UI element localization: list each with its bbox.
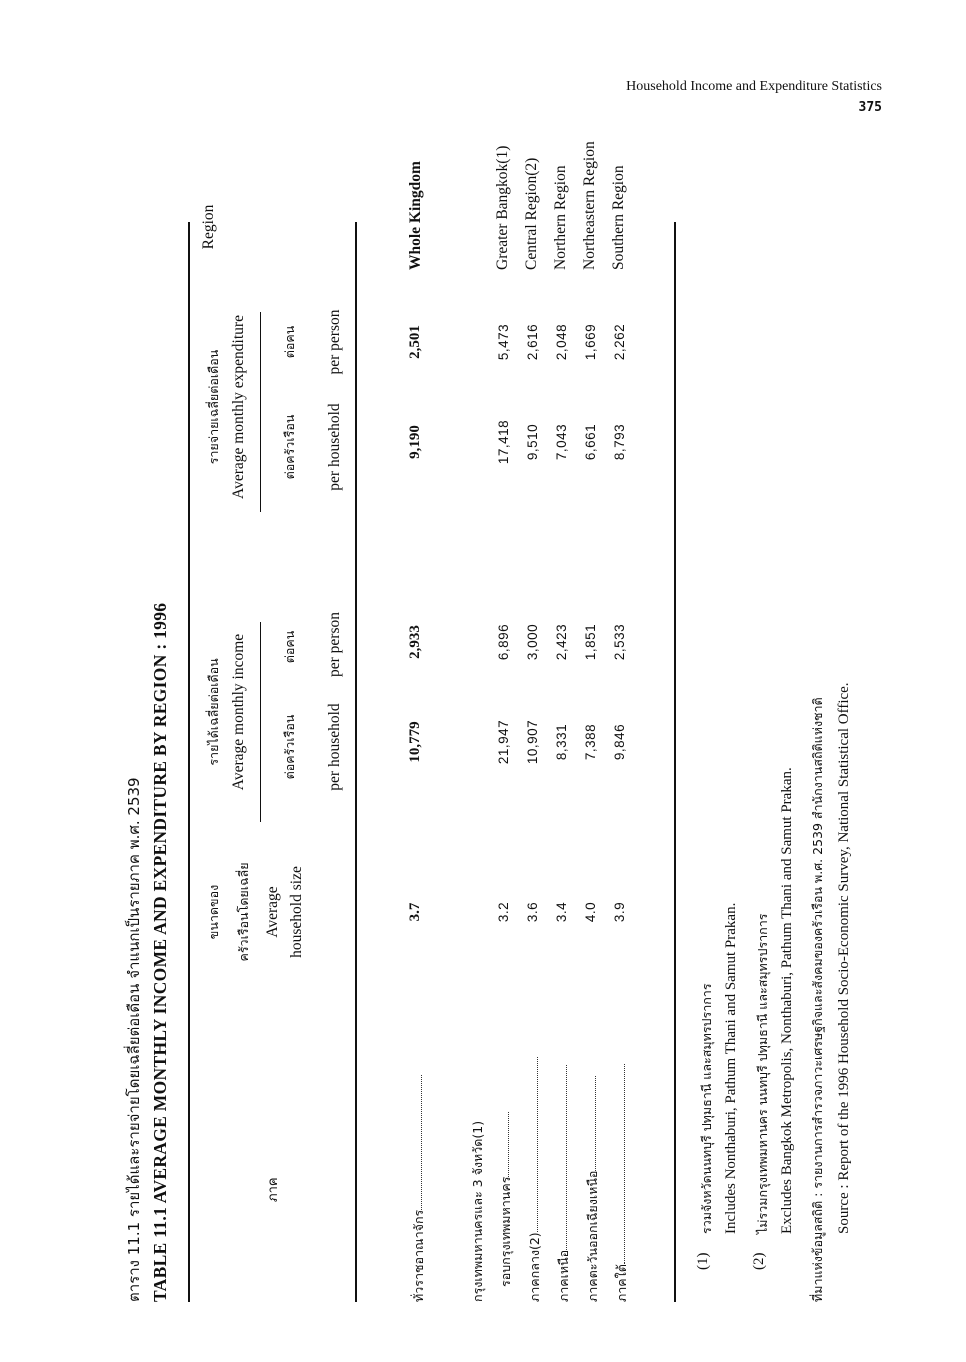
row-label-english: Northern Region	[552, 165, 569, 270]
cell-income-household: 8,331	[554, 723, 569, 761]
cell-expend-person: 2,048	[554, 323, 569, 361]
group-label-thai: กรุงเทพมหานครและ 3 จังหวัด(1)	[470, 1120, 485, 1302]
header-hhsize-english-1: Average	[264, 886, 281, 938]
income-group-rule	[260, 622, 261, 822]
header-hhsize-thai-2: ครัวเรือนโดยเฉลี่ย	[236, 862, 251, 962]
cell-income-person: 2,423	[554, 623, 569, 661]
cell-expend-household: 9,190	[407, 425, 423, 459]
cell-hhsize: 4.0	[583, 901, 598, 923]
header-region-english: Region	[200, 204, 217, 250]
source-english: Source : Report of the 1996 Household Socio-Economic Survey, National Statistical Office.	[836, 682, 852, 1234]
header-income-english: Average monthly income	[230, 633, 247, 791]
cell-expend-person: 1,669	[583, 323, 598, 361]
cell-expend-household: 7,043	[554, 423, 569, 461]
cell-expend-household: 6,661	[583, 423, 598, 461]
note-2-mark: (2)	[751, 1252, 767, 1270]
cell-expend-person: 2,616	[525, 323, 540, 361]
cell-income-household: 21,947	[496, 719, 511, 765]
source-thai: ที่มาแห่งข้อมูลสถิติ : รายงานการสำรวจภาวะเศรษฐกิจและสังคมของครัวเรือน พ.ศ. 2539 สำนักงานสถิติแห่งชาติ	[810, 697, 825, 1302]
header-region-thai: ภาค	[266, 1177, 281, 1202]
header-income-hh-english: per household	[326, 703, 343, 791]
header-hhsize-english-2: household size	[288, 866, 305, 958]
note-1-mark: (1)	[695, 1252, 711, 1270]
cell-income-household: 7,388	[583, 723, 598, 761]
table-title-thai: ตาราง 11.1 รายได้และรายจ่ายโดยเฉลี่ยต่อเดือน จำแนกเป็นรายภาค พ.ศ. 2539	[125, 777, 143, 1302]
header-expend-english: Average monthly expenditure	[230, 315, 247, 499]
cell-hhsize: 3.9	[612, 901, 627, 923]
cell-income-household: 9,846	[612, 723, 627, 761]
cell-income-person: 1,851	[583, 623, 598, 661]
header-expend-thai: รายจ่ายเฉลี่ยต่อเดือน	[206, 349, 221, 465]
row-label-thai: ภาคกลาง(2)	[525, 1057, 545, 1302]
page-number: 375	[858, 100, 882, 115]
cell-income-person: 6,896	[496, 623, 511, 661]
header-expend-pp-english: per person	[326, 309, 343, 375]
note-2-english: Excludes Bangkok Metropolis, Nonthaburi, Pathum Thani and Samut Prakan.	[779, 767, 795, 1234]
cell-income-person: 2,533	[612, 623, 627, 661]
cell-income-person: 2,933	[407, 625, 423, 659]
cell-expend-household: 8,793	[612, 423, 627, 461]
cell-hhsize: 3.6	[525, 901, 540, 923]
header-expend-hh-english: per household	[326, 403, 343, 491]
row-label-english: Northeastern Region	[581, 141, 598, 270]
expend-group-rule	[260, 312, 261, 512]
header-expend-hh-thai: ต่อครัวเรือน	[282, 414, 297, 480]
cell-hhsize: 3.2	[496, 901, 511, 923]
row-label-english: Greater Bangkok(1)	[494, 145, 511, 270]
row-label-thai: ภาคตะวันออกเฉียงเหนือ	[583, 1076, 603, 1302]
top-rule	[188, 222, 190, 1302]
row-label-thai: รอบกรุงเทพมหานคร	[496, 1112, 516, 1287]
row-label-english: Whole Kingdom	[407, 161, 424, 270]
table-title-english: TABLE 11.1 AVERAGE MONTHLY INCOME AND EXPENDITURE BY REGION : 1996	[150, 602, 170, 1302]
cell-hhsize: 3.7	[407, 902, 423, 922]
cell-hhsize: 3.4	[554, 901, 569, 923]
note-1-english: Includes Nonthaburi, Pathum Thani and Samut Prakan.	[723, 902, 739, 1234]
cell-expend-person: 2,262	[612, 323, 627, 361]
note-1-thai: รวมจังหวัดนนทบุรี ปทุมธานี และสมุทรปราการ	[699, 983, 714, 1234]
row-label-thai: ภาคใต้	[612, 1064, 632, 1302]
cell-expend-person: 5,473	[496, 323, 511, 361]
running-title: Household Income and Expenditure Statistics	[626, 79, 882, 94]
cell-expend-person: 2,501	[407, 325, 423, 359]
row-label-thai: ทั่วราชอาณาจักร	[409, 1075, 429, 1302]
cell-income-person: 3,000	[525, 623, 540, 661]
bottom-rule	[674, 222, 676, 1302]
row-label-english: Central Region(2)	[523, 157, 540, 270]
header-hhsize-thai-1: ขนาดของ	[206, 884, 221, 940]
cell-income-household: 10,907	[525, 719, 540, 765]
header-income-pp-english: per person	[326, 612, 343, 677]
header-rule	[355, 222, 357, 1302]
row-label-thai: ภาคเหนือ	[554, 1065, 574, 1302]
header-income-thai: รายได้เฉลี่ยต่อเดือน	[206, 658, 221, 766]
header-income-hh-thai: ต่อครัวเรือน	[282, 714, 297, 780]
cell-expend-household: 9,510	[525, 423, 540, 461]
header-expend-pp-thai: ต่อคน	[282, 325, 297, 359]
cell-expend-household: 17,418	[496, 419, 511, 465]
header-income-pp-thai: ต่อคน	[282, 630, 297, 664]
row-label-english: Southern Region	[610, 165, 627, 270]
note-2-thai: ไม่รวมกรุงเทพมหานคร นนทบุรี ปทุมธานี และสมุทรปราการ	[755, 913, 770, 1234]
cell-income-household: 10,779	[407, 721, 423, 763]
